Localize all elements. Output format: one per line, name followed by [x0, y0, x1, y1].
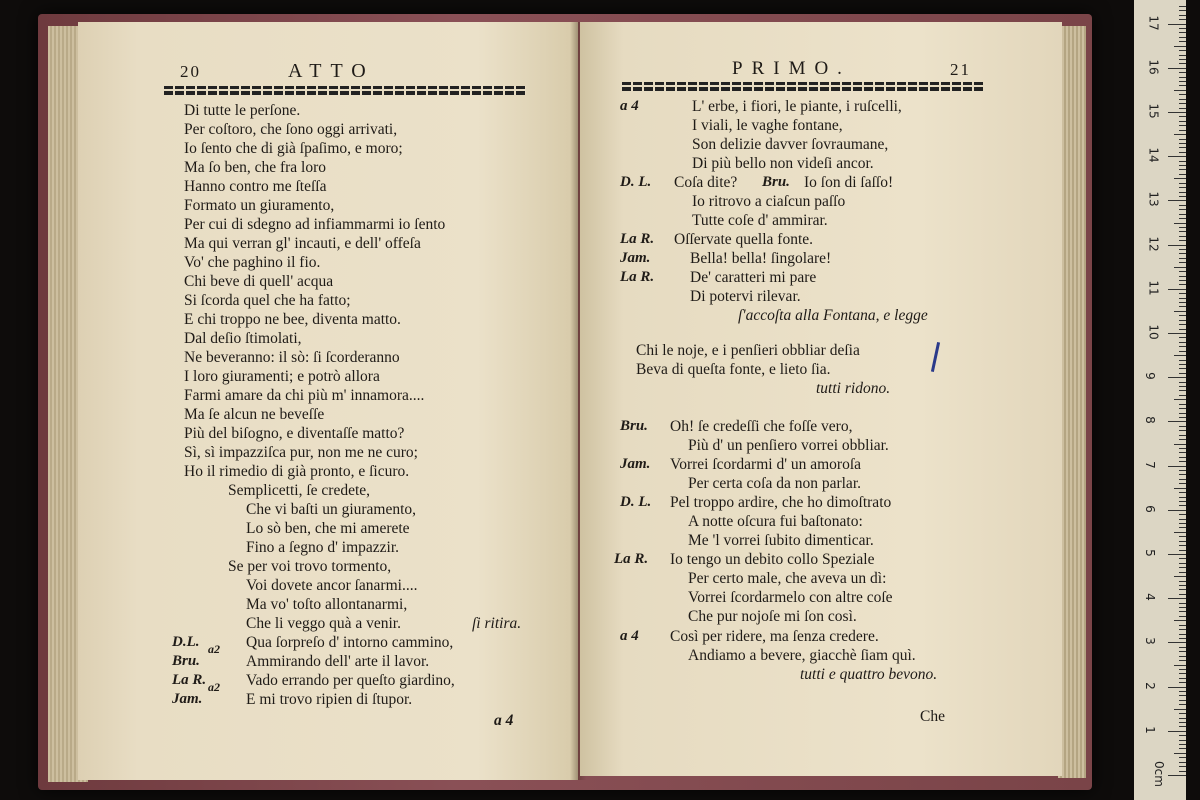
text-line: Che pur nojoſe mi ſon così. [688, 608, 857, 625]
speaker-label: Bru. [620, 418, 648, 434]
ruler-tick [1179, 77, 1186, 78]
page-number-right: 21 [950, 60, 971, 79]
ruler-tick [1174, 311, 1186, 312]
ruler-tick [1179, 457, 1186, 458]
ruler-tick [1179, 236, 1186, 237]
speaker-label: Jam. [620, 250, 651, 266]
ruler-label: 16 [1146, 59, 1161, 75]
ruler-tick [1179, 249, 1186, 250]
catchword-left: a 4 [494, 712, 514, 729]
ruler-tick [1179, 37, 1186, 38]
ruler-tick [1168, 200, 1186, 201]
ruler-tick [1179, 346, 1186, 347]
ruler-tick [1179, 280, 1186, 281]
ruler-tick [1179, 130, 1186, 131]
ruler-tick [1179, 735, 1186, 736]
ruler-tick [1179, 368, 1186, 369]
ruler-tick [1179, 607, 1186, 608]
ruler-tick [1179, 337, 1186, 338]
speaker-label: Bru. [762, 174, 790, 190]
text-line: Di tutte le perſone. [184, 102, 301, 119]
ruler-tick [1179, 541, 1186, 542]
ruler-tick [1179, 227, 1186, 228]
text-line: Di potervi rilevar. [690, 288, 801, 305]
ruler-tick [1179, 527, 1186, 528]
ruler-tick [1179, 523, 1186, 524]
ruler-tick [1174, 355, 1186, 356]
ruler-tick [1179, 492, 1186, 493]
text-line: Vorrei ſcordarmelo con altre coſe [688, 589, 893, 606]
ruler-tick [1179, 19, 1186, 20]
ruler-tick [1179, 439, 1186, 440]
ruler-tick [1179, 351, 1186, 352]
ruler-tick [1179, 192, 1186, 193]
ruler-tick [1179, 205, 1186, 206]
text-line: Oſſervate quella fonte. [674, 231, 814, 248]
text-line: Ma ſe alcun ne beveſſe [184, 406, 325, 423]
ruler-tick [1179, 306, 1186, 307]
ruler-tick [1179, 63, 1186, 64]
text-line: Io ſento che di già ſpaſimo, e moro; [184, 140, 403, 157]
ruler-tick [1179, 240, 1186, 241]
ruler-tick [1179, 704, 1186, 705]
ruler-tick [1179, 6, 1186, 7]
ruler-tick [1179, 364, 1186, 365]
text-line: Bella! bella! ſingolare! [690, 250, 832, 267]
text-line: Più del biſogno, e diventaſſe matto? [184, 425, 405, 442]
ruler-tick [1179, 673, 1186, 674]
ruler-tick [1179, 28, 1186, 29]
ruler-tick [1179, 611, 1186, 612]
ruler-tick [1168, 68, 1186, 69]
ruler-tick [1179, 258, 1186, 259]
ruler-tick [1179, 386, 1186, 387]
ruler-label: 13 [1146, 191, 1161, 208]
ruler-tick [1174, 665, 1186, 666]
stage-direction: tutti ridono. [816, 380, 891, 397]
ruler-tick [1179, 99, 1186, 100]
text-line: Vo' che paghino il fio. [184, 254, 321, 271]
ruler-tick [1179, 143, 1186, 144]
ruler-tick [1179, 15, 1186, 16]
ruler-tick [1179, 103, 1186, 104]
text-line: Ma ſo ben, che fra loro [184, 159, 327, 176]
ruler-tick [1179, 10, 1186, 11]
ruler-tick [1179, 196, 1186, 197]
ruler-tick [1179, 271, 1186, 272]
ruler-tick [1179, 382, 1186, 383]
ruler-tick [1174, 532, 1186, 533]
left-page [78, 22, 578, 780]
ruler-tick [1179, 32, 1186, 33]
ruler-tick [1179, 315, 1186, 316]
ruler-tick [1174, 753, 1186, 754]
ruler-tick [1179, 501, 1186, 502]
ruler-tick [1179, 262, 1186, 263]
ruler-tick [1179, 231, 1186, 232]
ruler-tick [1174, 46, 1186, 47]
ruler-tick [1174, 488, 1186, 489]
text-line: Ma vo' toſto allontanarmi, [246, 596, 408, 613]
ruler-tick [1179, 293, 1186, 294]
ruler-tick [1179, 360, 1186, 361]
ruler-tick [1179, 298, 1186, 299]
text-line: I loro giuramenti; e potrò allora [184, 368, 380, 385]
speaker-label: Bru. [172, 653, 200, 669]
text-line: Me 'l vorrei ſubito dimenticar. [688, 532, 874, 549]
ruler-tick [1179, 634, 1186, 635]
speaker-label: Jam. [172, 691, 203, 707]
ruler-tick [1174, 90, 1186, 91]
text-line: I viali, le vaghe fontane, [692, 117, 843, 134]
ruler-label: 7 [1142, 460, 1157, 469]
ruler-tick [1179, 81, 1186, 82]
speaker-label: La R. [620, 269, 655, 285]
ruler-label: 3 [1142, 637, 1157, 646]
ruler-tick [1179, 740, 1186, 741]
page-number-left: 20 [180, 62, 201, 81]
speaker-label: La R. [620, 231, 655, 247]
ruler-tick [1179, 722, 1186, 723]
ruler-tick [1174, 620, 1186, 621]
ruler-tick [1179, 218, 1186, 219]
ruler-tick [1179, 748, 1186, 749]
text-line: Oh! ſe credeſſi che foſſe vero, [670, 418, 853, 435]
text-line: Hanno contro me ſteſſa [184, 178, 327, 195]
text-line: Per coſtoro, che ſono oggi arrivati, [184, 121, 398, 138]
text-line: Ne beveranno: il sò: ſi ſcorderanno [184, 349, 400, 366]
text-line: Che li veggo quà a venir. [246, 615, 401, 632]
ruler-tick [1179, 461, 1186, 462]
ruler-tick [1179, 284, 1186, 285]
ruler-tick [1179, 187, 1186, 188]
text-line: Voi dovete ancor ſanarmi.... [246, 577, 418, 594]
ruler-tick [1179, 660, 1186, 661]
ruler-tick [1168, 333, 1186, 334]
ruler-label: 0cm [1151, 761, 1166, 787]
ruler-tick [1179, 603, 1186, 604]
ruler-tick [1168, 642, 1186, 643]
ruler-tick [1174, 444, 1186, 445]
inscription-line: Beva di queſta fonte, e lieto ſia. [636, 361, 831, 378]
ruler-tick [1168, 156, 1186, 157]
ruler-tick [1168, 775, 1186, 776]
ruler-tick [1179, 483, 1186, 484]
ruler-tick [1179, 165, 1186, 166]
ruler-tick [1179, 161, 1186, 162]
text-line: Sì, sì impazziſca pur, non me ne curo; [184, 444, 418, 461]
ruler-tick [1168, 245, 1186, 246]
inscription-line: Chi le noje, e i penſieri obbliar deſia [636, 342, 860, 359]
ruler-tick [1168, 24, 1186, 25]
ruler-tick [1179, 448, 1186, 449]
ruler-tick [1179, 302, 1186, 303]
running-head-right: PRIMO. [732, 58, 851, 79]
text-line: Di più bello non videſi ancor. [692, 155, 874, 172]
ruler-tick [1179, 276, 1186, 277]
text-line: Coſa dite? [674, 174, 738, 191]
ruler-tick [1179, 94, 1186, 95]
ruler-tick [1179, 430, 1186, 431]
ruler-tick [1179, 589, 1186, 590]
ruler-tick [1179, 757, 1186, 758]
ruler-label: 17 [1146, 14, 1161, 31]
stage-direction: tutti e quattro bevono. [800, 666, 938, 683]
ruler-tick [1168, 421, 1186, 422]
running-head-left: ATTO [288, 60, 375, 82]
text-line: Ma qui verran gl' incauti, e dell' offeſa [184, 235, 421, 252]
text-line: Qua ſorpreſo d' intorno cammino, [246, 634, 454, 651]
ruler-tick [1179, 718, 1186, 719]
ruler-tick [1179, 426, 1186, 427]
ruler-tick [1179, 638, 1186, 639]
ruler-tick [1179, 108, 1186, 109]
ruler-label: 4 [1142, 593, 1157, 602]
ruler-label: 9 [1142, 372, 1157, 381]
stage-direction: ſi ritira. [472, 615, 522, 632]
speaker-label: a 4 [620, 628, 639, 644]
ruler-label: 5 [1142, 549, 1157, 557]
ruler-tick [1179, 174, 1186, 175]
ruler-tick [1168, 510, 1186, 511]
ruler-tick [1179, 55, 1186, 56]
ruler-tick [1168, 687, 1186, 688]
speaker-label: D. L. [620, 174, 652, 190]
ruler-tick [1168, 554, 1186, 555]
text-line: Farmi amare da chi più m' innamora.... [184, 387, 425, 404]
speaker-label: La R. [172, 672, 207, 688]
ruler-tick [1179, 408, 1186, 409]
ruler-tick [1179, 342, 1186, 343]
ruler-tick [1179, 647, 1186, 648]
ruler-tick [1179, 550, 1186, 551]
a2-marker: a2 [208, 680, 220, 694]
ruler-tick [1179, 320, 1186, 321]
ruler-tick [1179, 72, 1186, 73]
text-line: Fino a ſegno d' impazzir. [246, 539, 400, 556]
ruler-tick [1179, 479, 1186, 480]
ruler-tick [1179, 59, 1186, 60]
text-line: E chi troppo ne bee, diventa matto. [184, 311, 401, 328]
ruler-tick [1179, 474, 1186, 475]
ruler-tick [1179, 505, 1186, 506]
page-edges-right [1058, 26, 1086, 778]
speaker-label: a 4 [620, 98, 639, 114]
ruler-tick [1179, 373, 1186, 374]
text-line: Ho il rimedio di già pronto, e ſicuro. [184, 463, 410, 480]
ruler-tick [1179, 594, 1186, 595]
ruler-tick [1179, 700, 1186, 701]
ruler-tick [1179, 766, 1186, 767]
ruler-tick [1179, 209, 1186, 210]
speaker-label: D. L. [620, 494, 652, 510]
ruler-tick [1179, 497, 1186, 498]
text-line: Io tengo un debito collo Speziale [670, 551, 875, 568]
ruler-tick [1179, 514, 1186, 515]
ruler-tick [1174, 178, 1186, 179]
ruler-tick [1179, 169, 1186, 170]
text-line: Lo sò ben, che mi amerete [246, 520, 410, 537]
ruler-tick [1179, 581, 1186, 582]
text-line: Per certo male, che aveva un dì: [688, 570, 887, 587]
text-line: Si ſcorda quel che ha fatto; [184, 292, 351, 309]
ruler-label: 11 [1146, 280, 1161, 296]
ruler-tick [1179, 695, 1186, 696]
ruler-tick [1179, 771, 1186, 772]
ruler-tick [1179, 121, 1186, 122]
text-line: E mi trovo ripien di ſtupor. [246, 691, 413, 708]
ruler-tick [1179, 395, 1186, 396]
text-line: Tutte coſe d' ammirar. [692, 212, 828, 229]
text-line: Dal deſio ſtimolati, [184, 330, 302, 347]
ruler-tick [1179, 651, 1186, 652]
text-line: Per certa coſa da non parlar. [688, 475, 861, 492]
text-line: Più d' un penſiero vorrei obbliar. [688, 437, 889, 454]
ruler-tick [1179, 452, 1186, 453]
ruler-tick [1179, 558, 1186, 559]
text-line: Ammirando dell' arte il lavor. [246, 653, 430, 670]
text-line: Son delizie davver ſovraumane, [692, 136, 889, 153]
ruler-tick [1179, 147, 1186, 148]
text-line: Che vi baſti un giuramento, [246, 501, 417, 518]
ruler-tick [1174, 576, 1186, 577]
ruler-tick [1179, 682, 1186, 683]
ruler-tick [1179, 139, 1186, 140]
ruler-tick [1179, 324, 1186, 325]
ruler-label: 8 [1142, 416, 1157, 425]
ruler-tick [1174, 223, 1186, 224]
ruler-tick [1179, 545, 1186, 546]
ruler-tick [1179, 152, 1186, 153]
text-line: Io ritrovo a ciaſcun paſſo [692, 193, 846, 210]
text-line: De' caratteri mi pare [690, 269, 817, 286]
ruler-tick [1179, 678, 1186, 679]
ruler-tick [1179, 656, 1186, 657]
ruler-tick [1179, 50, 1186, 51]
a2-marker: a2 [208, 642, 220, 656]
ruler-tick [1179, 567, 1186, 568]
ruler-tick [1179, 519, 1186, 520]
text-line: Così per ridere, ma ſenza credere. [670, 628, 879, 645]
ruler-tick [1179, 585, 1186, 586]
ruler-label: 14 [1146, 147, 1161, 163]
ruler-label: 6 [1142, 504, 1157, 513]
ruler-tick [1168, 377, 1186, 378]
text-line: Pel troppo ardire, che ho dimoſtrato [670, 494, 892, 511]
ruler-tick [1179, 744, 1186, 745]
ruler-tick [1179, 572, 1186, 573]
ruler-tick [1179, 629, 1186, 630]
ruler-tick [1179, 563, 1186, 564]
ruler-tick [1174, 709, 1186, 710]
ruler-tick [1179, 183, 1186, 184]
measuring-ruler [1134, 0, 1186, 800]
ruler-tick [1168, 731, 1186, 732]
ruler-tick [1179, 536, 1186, 537]
ruler-tick [1179, 329, 1186, 330]
text-line: Io ſon di ſaſſo! [804, 174, 894, 191]
ruler-tick [1179, 41, 1186, 42]
ruler-tick [1179, 669, 1186, 670]
ruler-tick [1174, 399, 1186, 400]
ruler-tick [1179, 214, 1186, 215]
text-line: Se per voi trovo tormento, [228, 558, 392, 575]
header-rule-left [164, 86, 526, 95]
ruler-label: 10 [1146, 324, 1161, 340]
text-line: Per cui di sdegno ad infiammarmi io ſento [184, 216, 446, 233]
text-line: Semplicetti, ſe credete, [228, 482, 371, 499]
stage-direction: ſ'accoſta alla Fontana, e legge [738, 307, 928, 324]
ruler-tick [1179, 85, 1186, 86]
ruler-tick [1179, 625, 1186, 626]
right-page [580, 22, 1062, 776]
ruler-tick [1179, 762, 1186, 763]
ruler-tick [1179, 253, 1186, 254]
ruler-tick [1179, 726, 1186, 727]
ruler-tick [1179, 691, 1186, 692]
ruler-label: 15 [1146, 103, 1161, 119]
ruler-tick [1168, 598, 1186, 599]
ruler-label: 1 [1142, 725, 1157, 734]
speaker-label: La R. [614, 551, 649, 567]
ruler-tick [1168, 289, 1186, 290]
ruler-tick [1179, 413, 1186, 414]
ruler-tick [1179, 435, 1186, 436]
ruler-tick [1179, 390, 1186, 391]
ruler-tick [1179, 616, 1186, 617]
ruler-tick [1168, 112, 1186, 113]
text-line: Formato un giuramento, [184, 197, 335, 214]
text-line: Chi beve di quell' acqua [184, 273, 334, 290]
ruler-tick [1179, 713, 1186, 714]
header-rule-right [622, 82, 984, 91]
ruler-label: 12 [1146, 235, 1161, 252]
ruler-tick [1179, 417, 1186, 418]
ruler-tick [1174, 134, 1186, 135]
text-line: Vado errando per queſto giardino, [246, 672, 455, 689]
speaker-label: D.L. [172, 634, 200, 650]
text-line: A notte oſcura fui baſtonato: [688, 513, 863, 530]
ruler-tick [1174, 267, 1186, 268]
ruler-tick [1179, 125, 1186, 126]
ruler-tick [1168, 466, 1186, 467]
ruler-label: 2 [1142, 681, 1157, 690]
ruler-tick [1179, 470, 1186, 471]
text-line: Vorrei ſcordarmi d' un amoroſa [670, 456, 862, 473]
text-line: Andiamo a bevere, giacchè ſiam quì. [688, 647, 916, 664]
ruler-tick [1179, 116, 1186, 117]
ruler-tick [1179, 404, 1186, 405]
text-line: L' erbe, i fiori, le piante, i ruſcelli, [692, 98, 902, 115]
speaker-label: Jam. [620, 456, 651, 472]
catchword-right: Che [920, 708, 945, 725]
